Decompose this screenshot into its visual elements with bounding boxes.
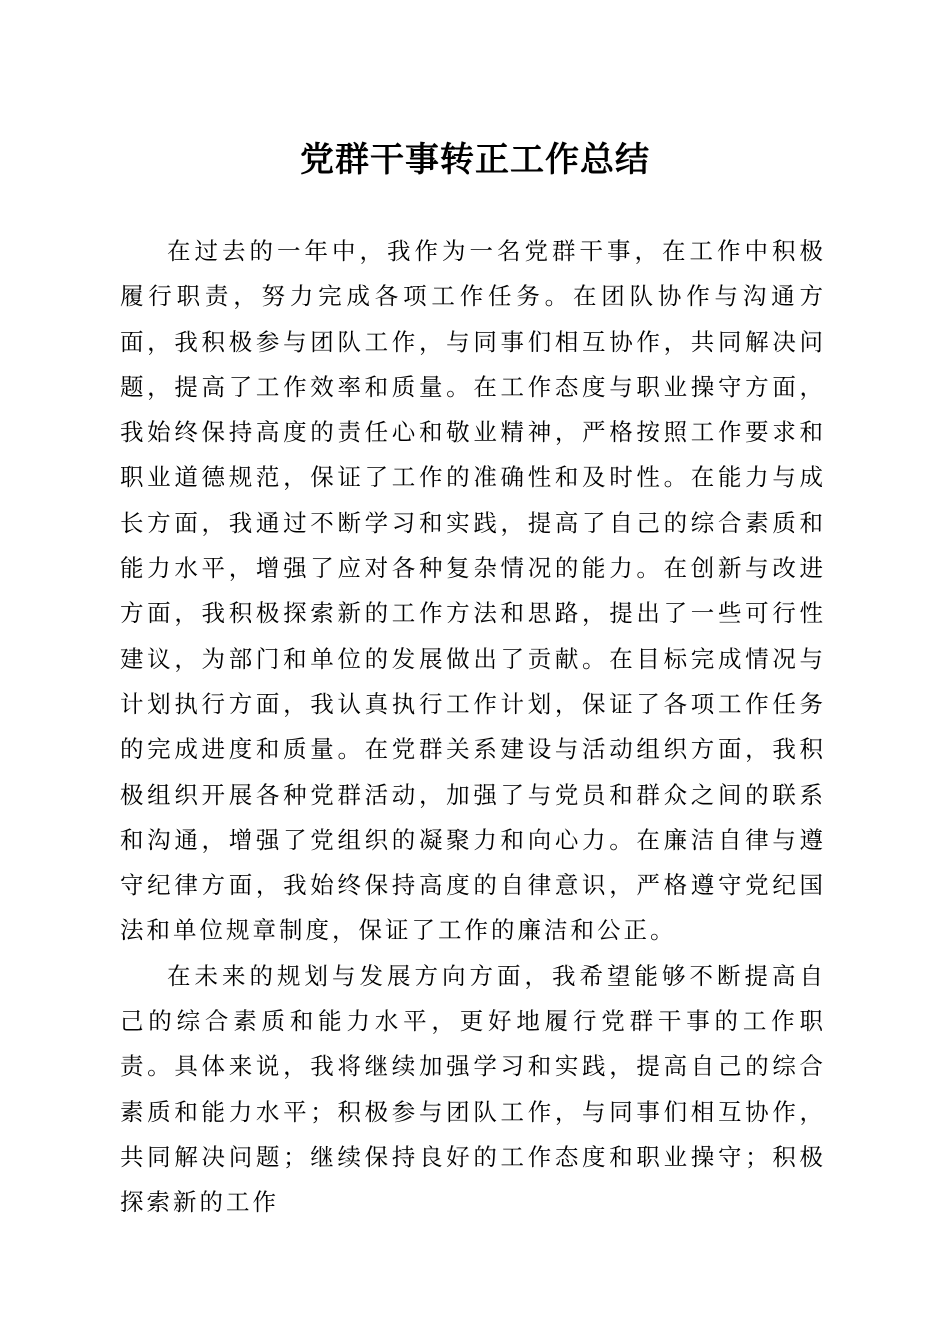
paragraph-1: 在过去的一年中，我作为一名党群干事，在工作中积极履行职责，努力完成各项工作任务。在团队协作与沟通方面，我积极参与团队工作，与同事们相互协作，共同解决问题，提高了工作效率和质量。在工作态度与职业操守方面，我始终保持高度的责任心和敬业精神，严格按照工作要求和职业道德规范，保证了工作的准确性和及时性。在能力与成长方面，我通过不断学习和实践，提高了自己的综合素质和能力水平，增强了应对各种复杂情况的能力。在创新与改进方面，我积极探索新的工作方法和思路，提出了一些可行性建议，为部门和单位的发展做出了贡献。在目标完成情况与计划执行方面，我认真执行工作计划，保证了各项工作任务的完成进度和质量。在党群关系建设与活动组织方面，我积极组织开展各种党群活动，加强了与党员和群众之间的联系和沟通，增强了党组织的凝聚力和向心力。在廉洁自律与遵守纪律方面，我始终保持高度的自律意识，严格遵守党纪国法和单位规章制度，保证了工作的廉洁和公正。 <box>120 237 826 945</box>
document-title: 党群干事转正工作总结 <box>300 140 650 180</box>
document-body <box>120 229 826 1226</box>
paragraph-2: 在未来的规划与发展方向方面，我希望能够不断提高自己的综合素质和能力水平，更好地履行党群干事的工作职责。具体来说，我将继续加强学习和实践，提高自己的综合素质和能力水平；积极参与团队工作，与同事们相互协作，共同解决问题；继续保持良好的工作态度和职业操守；积极探索新的工作 <box>120 961 826 1217</box>
